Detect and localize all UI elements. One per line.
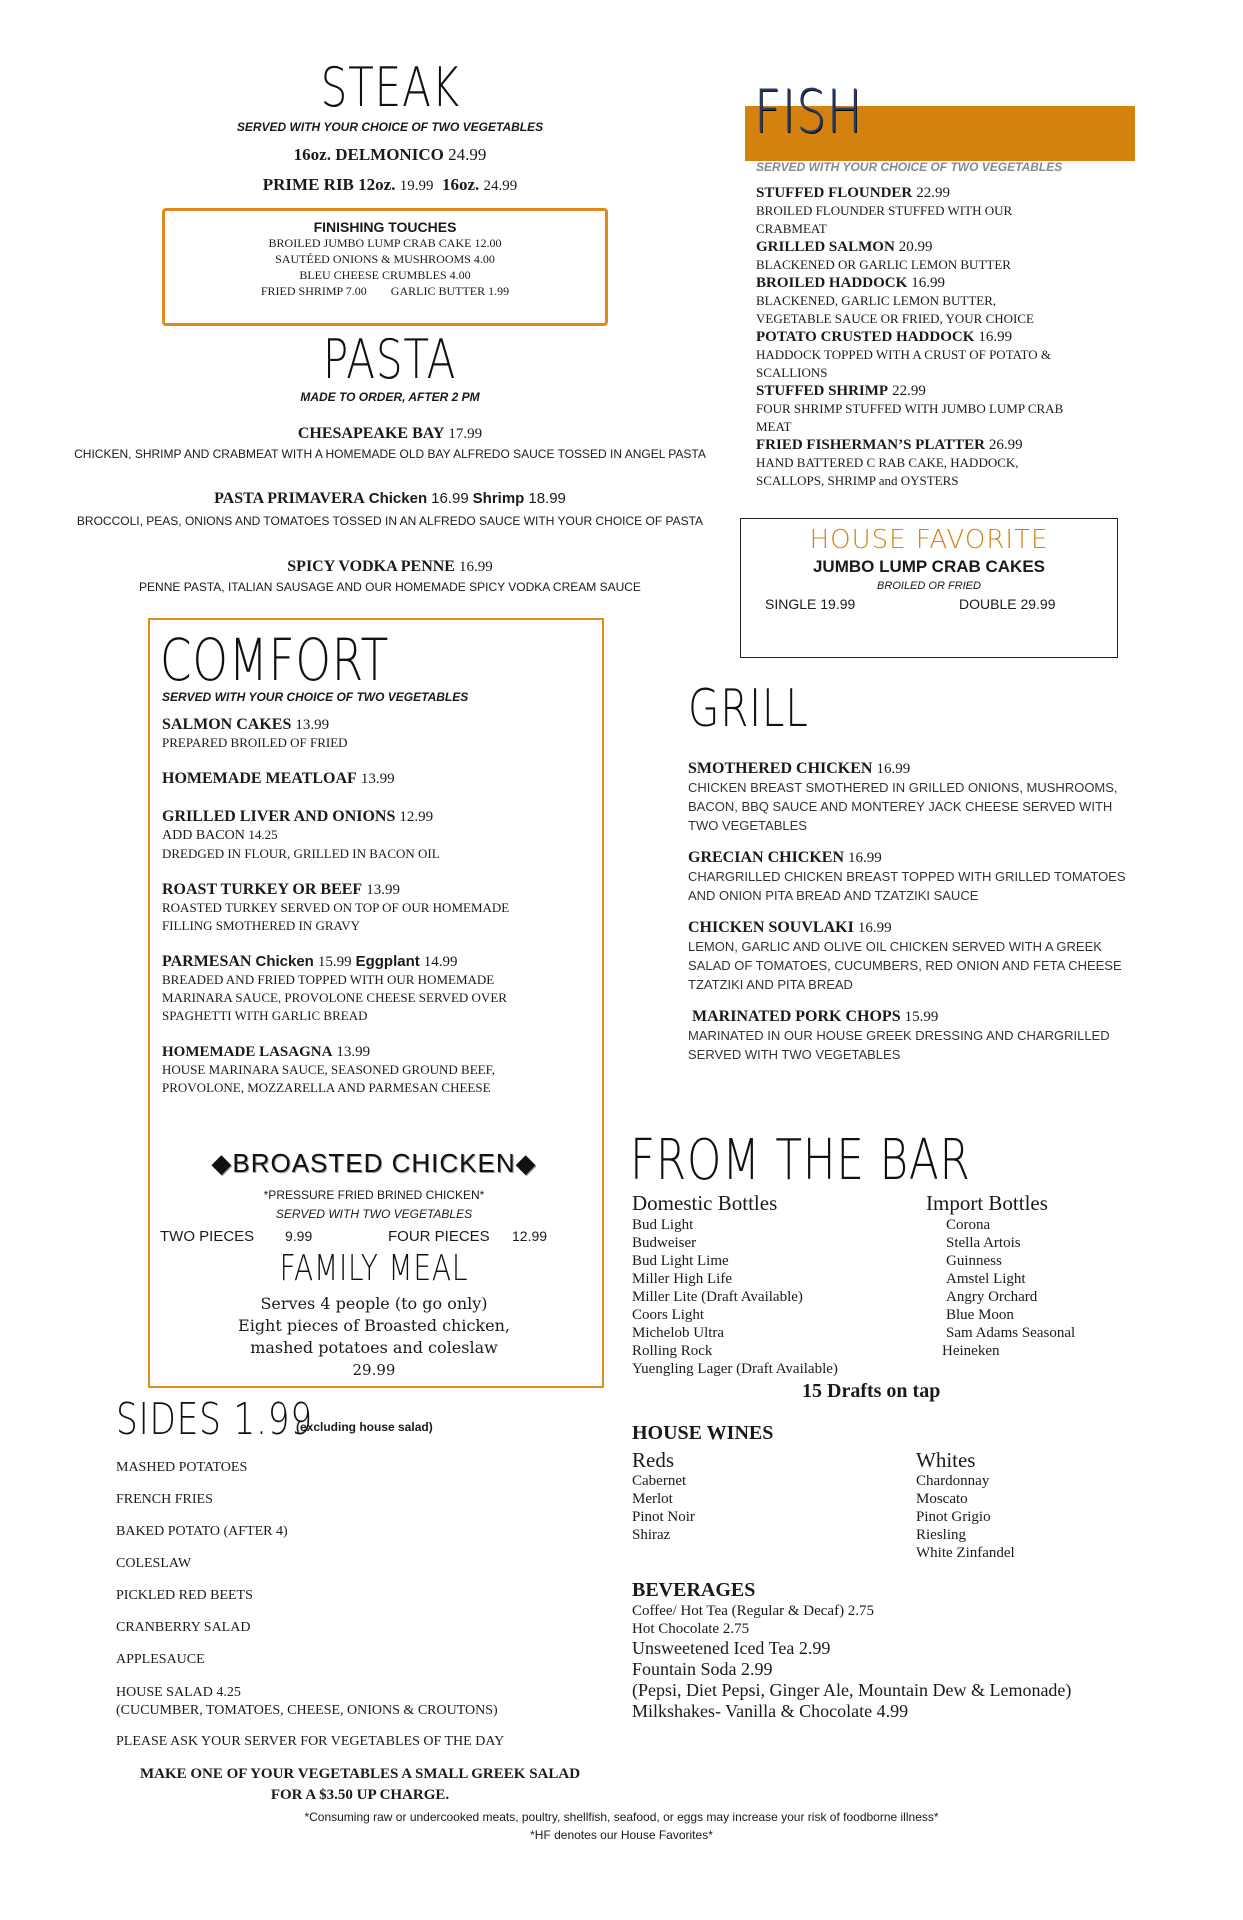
grill-item-name: GRECIAN CHICKEN: [688, 849, 845, 866]
pasta-title-wrap: [0, 330, 780, 390]
list-item: Shiraz: [632, 1527, 671, 1543]
grill-item-desc: TZATZIKI AND PITA BREAD: [688, 977, 853, 992]
family-line2: Eight pieces of Broasted chicken,: [238, 1316, 510, 1335]
list-item: Riesling: [916, 1527, 967, 1543]
lasagna-desc: HOUSE MARINARA SAUCE, SEASONED GROUND BEEF,: [162, 1062, 496, 1077]
bar-title: FROM THE BAR: [630, 1128, 971, 1193]
four-pieces-price: 12.99: [512, 1228, 548, 1244]
list-item: Blue Moon: [946, 1307, 1014, 1323]
list-item: Coors Light: [632, 1307, 705, 1323]
beverage-line: Fountain Soda 2.99: [632, 1659, 773, 1679]
chesapeake-desc: CHICKEN, SHRIMP AND CRABMEAT WITH A HOMEMADE OLD BAY ALFREDO SAUCE TOSSED IN ANGEL PASTA: [74, 447, 706, 461]
liver-add: [162, 826, 592, 845]
comfort-subtitle: SERVED WITH YOUR CHOICE OF TWO VEGETABLES: [162, 690, 469, 704]
comfort-item-salmon: [162, 716, 592, 752]
fish-item-price: 22.99: [892, 383, 926, 399]
turkey-name: ROAST TURKEY OR BEEF: [162, 881, 363, 898]
fish-item-desc: SCALLOPS, SHRIMP and OYSTERS: [756, 473, 959, 488]
broasted-title: ◆BROASTED CHICKEN◆: [211, 1148, 537, 1178]
beverage-line: (Pepsi, Diet Pepsi, Ginger Ale, Mountain Dew & Lemonade): [632, 1680, 1072, 1700]
parm-price1: 15.99: [317, 954, 352, 970]
grill-item-price: 15.99: [904, 1009, 939, 1025]
grill-item-price: 16.99: [876, 761, 911, 777]
liver-add-label: ADD BACON: [162, 828, 245, 843]
turkey-price: 13.99: [366, 882, 400, 898]
whites-col: [916, 1448, 1136, 1562]
prime-rib-12-price: 19.99: [399, 178, 434, 194]
grill-item-name: CHICKEN SOUVLAKI: [688, 919, 854, 936]
list-item: Moscato: [916, 1491, 968, 1507]
steak-title: STEAK: [320, 56, 460, 119]
parm-desc: BREADED AND FRIED TOPPED WITH OUR HOMEMADE: [162, 972, 495, 987]
sides-note: (excluding house salad): [296, 1420, 433, 1434]
list-item: APPLESAUCE: [116, 1652, 205, 1667]
prime-rib-line: [0, 175, 780, 195]
list-item: Guinness: [946, 1253, 1002, 1269]
broasted-note1: *PRESSURE FRIED BRINED CHICKEN*: [263, 1188, 485, 1202]
two-pieces-label: TWO PIECES: [160, 1228, 255, 1245]
grill-item: [688, 849, 1148, 905]
grill-item-desc: CHARGRILLED CHICKEN BREAST TOPPED WITH GRILLED TOMATOES: [688, 869, 1126, 884]
list-item: CRANBERRY SALAD: [116, 1620, 251, 1635]
comfort-item-parmesan: [162, 953, 592, 1025]
list-item: Angry Orchard: [946, 1289, 1038, 1305]
fish-item-desc: HADDOCK TOPPED WITH A CRUST OF POTATO &: [756, 347, 1052, 362]
list-item: Michelob Ultra: [632, 1325, 725, 1341]
finishing-touches-box: [162, 208, 608, 326]
fish-item-name: POTATO CRUSTED HADDOCK: [756, 329, 975, 345]
double-price: DOUBLE 29.99: [959, 596, 1056, 612]
list-item: Sam Adams Seasonal: [946, 1325, 1076, 1341]
parm-name: PARMESAN: [162, 953, 252, 970]
vodka-price: 16.99: [458, 559, 493, 575]
fish-item-desc: VEGETABLE SAUCE OR FRIED, YOUR CHOICE: [756, 311, 1034, 326]
fish-item-name: FRIED FISHERMAN’S PLATTER: [756, 437, 985, 453]
beverages-section: [632, 1578, 1192, 1722]
primavera-desc: BROCCOLI, PEAS, ONIONS AND TOMATOES TOSSED IN AN ALFREDO SAUCE WITH YOUR CHOICE OF PASTA: [76, 514, 704, 528]
turkey-desc: ROASTED TURKEY SERVED ON TOP OF OUR HOMEMADE: [162, 900, 510, 915]
wines-title: HOUSE WINES: [632, 1422, 774, 1444]
sides-list: [116, 1460, 616, 1750]
fish-item-desc: CRABMEAT: [756, 221, 827, 236]
greek-salad-note: [100, 1764, 620, 1806]
fish-item-desc: BLACKENED, GARLIC LEMON BUTTER,: [756, 293, 997, 308]
grill-item-desc: SALAD OF TOMATOES, CUCUMBERS, RED ONION AND FETA CHEESE: [688, 958, 1122, 973]
list-item: Pinot Grigio: [916, 1509, 991, 1525]
list-item: PICKLED RED BEETS: [116, 1588, 253, 1603]
comfort-item-meatloaf: [162, 770, 592, 788]
list-item: Corona: [946, 1217, 991, 1233]
list-item: COLESLAW: [116, 1556, 192, 1571]
list-item: Heineken: [942, 1343, 1000, 1359]
fish-item-price: 26.99: [988, 437, 1023, 453]
fish-item-desc: MEAT: [756, 419, 792, 434]
list-item: FRENCH FRIES: [116, 1492, 213, 1507]
domestic-list: [632, 1216, 892, 1378]
list-item: Rolling Rock: [632, 1343, 713, 1359]
two-pieces-price: 9.99: [285, 1228, 313, 1244]
grill-item-desc: CHICKEN BREAST SMOTHERED IN GRILLED ONIONS, MUSHROOMS,: [688, 780, 1118, 795]
list-item: Bud Light Lime: [632, 1253, 729, 1269]
delmonico-name: 16oz. DELMONICO: [293, 145, 444, 164]
finishing-fried-shrimp: FRIED SHRIMP 7.00: [260, 284, 367, 298]
liver-name: GRILLED LIVER AND ONIONS: [162, 808, 396, 825]
family-line3: mashed potatoes and coleslaw: [250, 1338, 498, 1357]
house-favorite-note: BROILED OR FRIED: [877, 580, 981, 592]
import-title: Import Bottles: [926, 1191, 1048, 1215]
liver-price: 12.99: [399, 809, 434, 825]
house-salad-desc: (CUCUMBER, TOMATOES, CHEESE, ONIONS & CROUTONS): [116, 1703, 498, 1718]
fish-item-name: STUFFED SHRIMP: [756, 383, 889, 399]
comfort-item-turkey: [162, 881, 592, 935]
turkey-desc: FILLING SMOTHERED IN GRAVY: [162, 918, 361, 933]
fish-item: [756, 382, 1136, 436]
whites-title: Whites: [916, 1448, 976, 1472]
steak-subtitle: SERVED WITH YOUR CHOICE OF TWO VEGETABLES: [236, 120, 544, 134]
reds-col: [632, 1448, 892, 1544]
delmonico-price: 24.99: [448, 145, 487, 164]
grill-item: [688, 1008, 1148, 1064]
fish-item-desc: SCALLIONS: [756, 365, 828, 380]
domestic-title: Domestic Bottles: [632, 1191, 778, 1215]
comfort-list: [162, 716, 592, 1097]
prime-rib-16: 16oz.: [441, 175, 480, 194]
beverage-line: Milkshakes- Vanilla & Chocolate 4.99: [632, 1701, 909, 1721]
prime-rib-16-price: 24.99: [483, 178, 518, 194]
grill-item-desc: BACON, BBQ SAUCE AND MONTEREY JACK CHEESE SERVED WITH: [688, 799, 1113, 814]
fish-item: [756, 274, 1136, 328]
liver-desc: DREDGED IN FLOUR, GRILLED IN BACON OIL: [162, 846, 440, 861]
beverages-title: BEVERAGES: [632, 1579, 756, 1601]
whites-list: [916, 1472, 1136, 1562]
domestic-col: [632, 1190, 892, 1378]
reds-title: Reds: [632, 1448, 674, 1472]
fish-item-name: BROILED HADDOCK: [756, 275, 908, 291]
house-favorite-item: JUMBO LUMP CRAB CAKES: [812, 557, 1046, 576]
house-favorite-box: [740, 518, 1118, 658]
broasted-note2: SERVED WITH TWO VEGETABLES: [275, 1207, 473, 1221]
beverage-line: Hot Chocolate 2.75: [632, 1621, 750, 1637]
vodka-desc: PENNE PASTA, ITALIAN SAUSAGE AND OUR HOMEMADE SPICY VODKA CREAM SAUCE: [139, 580, 641, 594]
finishing-line3: BLEU CHEESE CRUMBLES 4.00: [299, 268, 471, 282]
comfort-item-lasagna: [162, 1043, 592, 1097]
list-item: Budweiser: [632, 1235, 697, 1251]
grill-item-desc: SERVED WITH TWO VEGETABLES: [688, 1047, 901, 1062]
grill-title: GRILL: [688, 679, 809, 739]
greek-line1: MAKE ONE OF YOUR VEGETABLES A SMALL GREEK SALAD: [139, 1766, 581, 1782]
parm-desc: SPAGHETTI WITH GARLIC BREAD: [162, 1008, 368, 1023]
fish-subtitle: SERVED WITH YOUR CHOICE OF TWO VEGETABLES: [756, 160, 1063, 174]
vegetables-of-day: PLEASE ASK YOUR SERVER FOR VEGETABLES OF THE DAY: [116, 1734, 505, 1749]
delmonico-line: [0, 145, 780, 165]
finishing-line4: [165, 283, 605, 299]
vodka-name: SPICY VODKA PENNE: [287, 558, 455, 575]
chesapeake-name: CHESAPEAKE BAY: [297, 425, 445, 442]
finishing-line2: SAUTÉED ONIONS & MUSHROOMS 4.00: [275, 252, 495, 266]
fish-title: FISH: [754, 77, 863, 147]
salmon-desc: PREPARED BROILED OF FRIED: [162, 735, 348, 750]
lasagna-price: 13.99: [336, 1044, 371, 1060]
fish-list: [756, 184, 1136, 490]
import-col: [926, 1190, 1146, 1360]
fish-item-price: 22.99: [916, 185, 951, 201]
finishing-line1: BROILED JUMBO LUMP CRAB CAKE 12.00: [268, 236, 502, 250]
list-item: Miller High Life: [632, 1271, 732, 1287]
grill-list: [688, 760, 1148, 1064]
primavera-price2: 18.99: [528, 490, 566, 507]
finishing-title: FINISHING TOUCHES: [313, 219, 457, 235]
finishing-garlic-butter: GARLIC BUTTER 1.99: [390, 284, 510, 298]
family-title: FAMILY MEAL: [279, 1248, 469, 1289]
family-desc: [148, 1293, 600, 1381]
pasta-item-3: [0, 558, 780, 576]
lasagna-desc: PROVOLONE, MOZZARELLA AND PARMESAN CHEESE: [162, 1080, 491, 1095]
grill-item-name: MARINATED PORK CHOPS: [692, 1008, 901, 1025]
list-item: MASHED POTATOES: [116, 1460, 248, 1475]
house-salad: HOUSE SALAD 4.25: [116, 1685, 241, 1700]
primavera-name: PASTA PRIMAVERA: [214, 490, 365, 507]
grill-item: [688, 919, 1148, 994]
pasta-subtitle: MADE TO ORDER, AFTER 2 PM: [300, 390, 480, 404]
list-item: Stella Artois: [946, 1235, 1021, 1251]
list-item: Chardonnay: [916, 1473, 990, 1489]
fish-item-name: GRILLED SALMON: [756, 239, 895, 255]
list-item: Miller Lite (Draft Available): [632, 1289, 803, 1305]
grill-item-desc: TWO VEGETABLES: [688, 818, 807, 833]
prime-rib-name: PRIME RIB 12oz.: [262, 175, 396, 194]
grill-item: [688, 760, 1148, 835]
comfort-item-liver: [162, 808, 592, 863]
reds-list: [632, 1472, 892, 1544]
grill-item-price: 16.99: [857, 920, 892, 936]
food-warning: *Consuming raw or undercooked meats, poultry, shellfish, seafood, or eggs may increase your risk of foodborne illness*: [304, 1810, 939, 1824]
meatloaf-name: HOMEMADE MEATLOAF: [162, 770, 357, 787]
fish-item-name: STUFFED FLOUNDER: [756, 185, 913, 201]
salmon-price: 13.99: [295, 717, 330, 733]
meatloaf-price: 13.99: [360, 771, 395, 787]
four-pieces-label: FOUR PIECES: [388, 1228, 490, 1245]
list-item: Bud Light: [632, 1217, 694, 1233]
primavera-price1: 16.99: [431, 490, 469, 507]
beverage-line: Unsweetened Iced Tea 2.99: [632, 1638, 831, 1658]
list-item: Amstel Light: [946, 1271, 1026, 1287]
fish-item: [756, 436, 1136, 490]
fish-item: [756, 238, 1136, 274]
fish-item: [756, 328, 1136, 382]
list-item: Yuengling Lager (Draft Available): [632, 1361, 838, 1377]
fish-item-price: 20.99: [898, 239, 933, 255]
list-item: BAKED POTATO (AFTER 4): [116, 1524, 288, 1539]
fish-item-desc: BROILED FLOUNDER STUFFED WITH OUR: [756, 203, 1013, 218]
house-favorite-title: HOUSE FAVORITE: [809, 525, 1049, 555]
parm-opt1: Chicken: [255, 953, 314, 970]
pasta-item-2: [0, 490, 780, 508]
comfort-title: COMFORT: [160, 626, 390, 694]
fish-item-price: 16.99: [911, 275, 946, 291]
list-item: Cabernet: [632, 1473, 687, 1489]
family-line1: Serves 4 people (to go only): [260, 1294, 488, 1313]
salmon-name: SALMON CAKES: [162, 716, 292, 733]
family-title-wrap: [148, 1248, 600, 1290]
steak-section: [0, 58, 780, 118]
single-price: SINGLE 19.99: [765, 596, 856, 612]
greek-line2: FOR A $3.50 UP CHARGE.: [270, 1787, 450, 1803]
house-favorites-note: *HF denotes our House Favorites*: [530, 1828, 713, 1842]
grill-item-desc: MARINATED IN OUR HOUSE GREEK DRESSING AND CHARGRILLED: [688, 1028, 1110, 1043]
fish-item-desc: BLACKENED OR GARLIC LEMON BUTTER: [756, 257, 1011, 272]
pasta-title: PASTA: [323, 328, 457, 391]
chesapeake-price: 17.99: [448, 426, 483, 442]
list-item: Merlot: [632, 1491, 673, 1507]
primavera-opt1: Chicken: [368, 490, 428, 507]
beverage-line: Coffee/ Hot Tea (Regular & Decaf) 2.75: [632, 1603, 875, 1619]
lasagna-name: HOMEMADE LASAGNA: [162, 1044, 333, 1060]
liver-add-price: 14.25: [248, 827, 278, 842]
drafts-on-tap: 15 Drafts on tap: [802, 1380, 941, 1402]
fish-item-desc: HAND BATTERED C RAB CAKE, HADDOCK,: [756, 455, 1019, 470]
primavera-opt2: Shrimp: [472, 490, 525, 507]
fish-item-desc: FOUR SHRIMP STUFFED WITH JUMBO LUMP CRAB: [756, 401, 1064, 416]
fish-item: [756, 184, 1136, 238]
sides-title: SIDES 1.99: [116, 1394, 313, 1445]
list-item: Pinot Noir: [632, 1509, 695, 1525]
parm-opt2: Eggplant: [355, 953, 420, 970]
parm-desc: MARINARA SAUCE, PROVOLONE CHEESE SERVED OVER: [162, 990, 507, 1005]
grill-item-price: 16.99: [848, 850, 882, 866]
grill-item-desc: AND ONION PITA BREAD AND TZATZIKI SAUCE: [688, 888, 979, 903]
import-list: [926, 1216, 1146, 1360]
family-price: 29.99: [352, 1361, 396, 1379]
parm-price2: 14.99: [423, 954, 458, 970]
pasta-item-1: [0, 425, 780, 443]
fish-item-price: 16.99: [978, 329, 1013, 345]
house-favorite-prices: [741, 596, 1117, 616]
list-item: White Zinfandel: [916, 1545, 1015, 1561]
grill-item-desc: LEMON, GARLIC AND OLIVE OIL CHICKEN SERVED WITH A GREEK: [688, 939, 1102, 954]
grill-item-name: SMOTHERED CHICKEN: [688, 760, 873, 777]
broasted-prices: [160, 1228, 590, 1248]
